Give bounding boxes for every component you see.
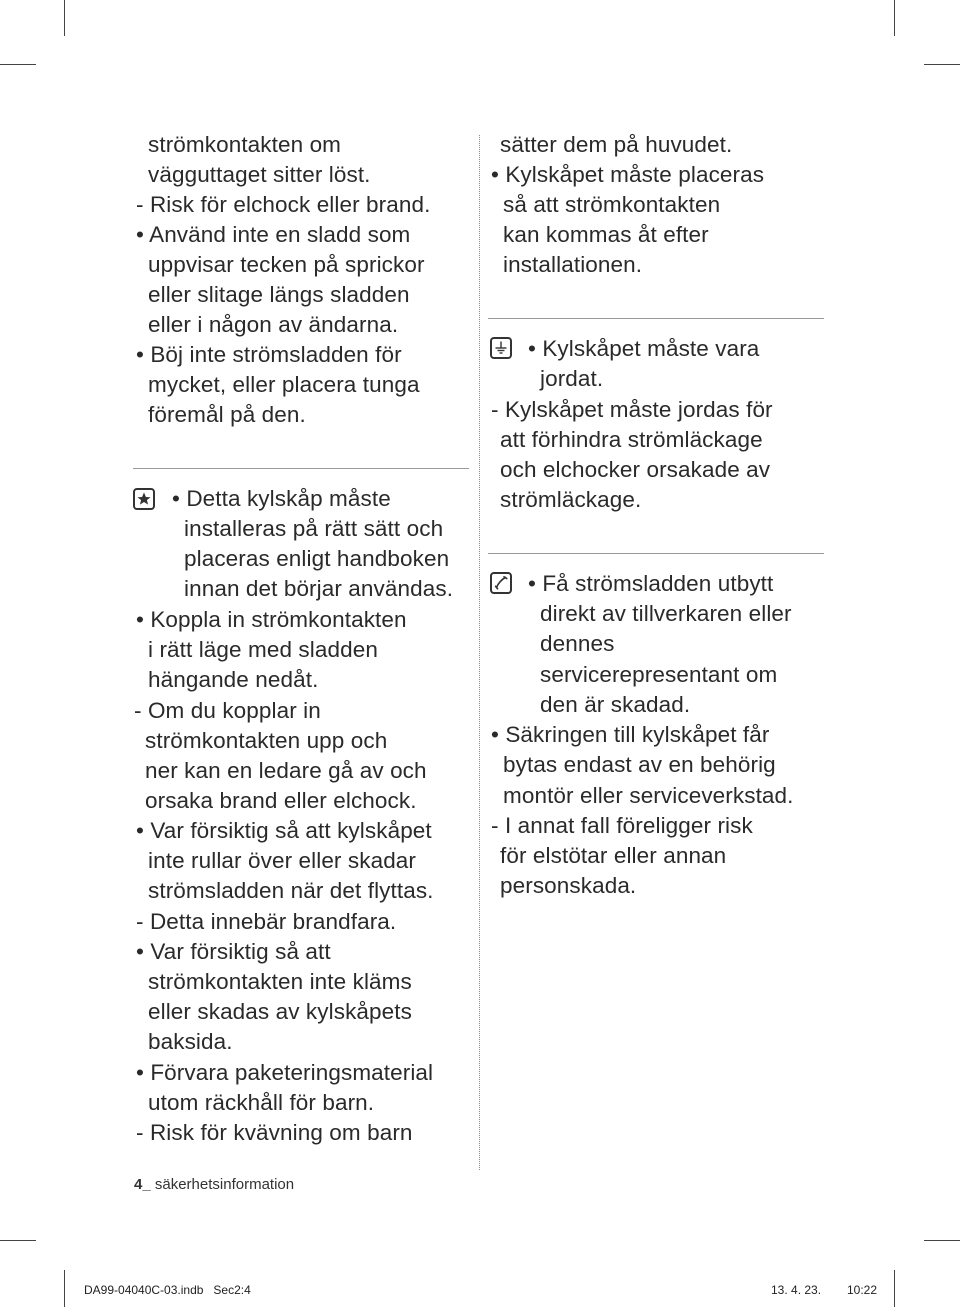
text-line: • Var försiktig så att kylskåpet (136, 818, 432, 843)
text-line: installeras på rätt sätt och (184, 516, 444, 541)
page-footer (134, 1176, 294, 1193)
text-line: strömkontakten om (148, 132, 342, 157)
crop-mark (924, 64, 960, 65)
slug-time: 10:22 (847, 1283, 878, 1297)
text-line: uppvisar tecken på sprickor (148, 252, 425, 277)
text-line: placeras enligt handboken (184, 546, 450, 571)
crop-mark (64, 1270, 65, 1307)
text-line: inte rullar över eller skadar (148, 848, 417, 873)
text-line: kan kommas åt efter (503, 222, 709, 247)
text-line: • Böj inte strömsladden för (136, 342, 402, 367)
text-line: • Kylskåpet måste vara (528, 336, 760, 361)
text-line: dennes (540, 631, 615, 656)
text-line: • Detta kylskåp måste (172, 486, 391, 511)
text-line: vägguttaget sitter löst. (148, 162, 371, 187)
text-line: strömläckage. (500, 487, 642, 512)
section-divider (488, 553, 824, 554)
text-line: att förhindra strömläckage (500, 427, 763, 452)
text-line: eller slitage längs sladden (148, 282, 410, 307)
text-line: eller i någon av ändarna. (148, 312, 399, 337)
text-line: och elchocker orsakade av (500, 457, 771, 482)
text-line: för elstötar eller annan (500, 843, 727, 868)
crop-mark (0, 1240, 36, 1241)
text-line: • Var försiktig så att (136, 939, 331, 964)
text-line: personskada. (500, 873, 637, 898)
section-name: säkerhetsinformation (154, 1176, 295, 1193)
text-line: jordat. (540, 366, 604, 391)
text-line: • Säkringen till kylskåpet får (491, 722, 770, 747)
text-line: • Kylskåpet måste placeras (491, 162, 765, 187)
crop-mark (894, 0, 895, 36)
slug-date: 13. 4. 23. (771, 1283, 822, 1297)
text-line: • Få strömsladden utbytt (528, 571, 774, 596)
text-line: • Använd inte en sladd som (136, 222, 411, 247)
text-line: - Risk för elchock eller brand. (136, 192, 431, 217)
text-line: direkt av tillverkaren eller (540, 601, 792, 626)
text-line: - Risk för kvävning om barn (136, 1120, 413, 1145)
section-divider (133, 468, 469, 469)
ground-icon (490, 337, 512, 359)
text-line: innan det börjar användas. (184, 576, 454, 601)
text-line: installationen. (503, 252, 643, 277)
text-line: föremål på den. (148, 402, 306, 427)
crop-mark (924, 1240, 960, 1241)
text-line: så att strömkontakten (503, 192, 721, 217)
text-line: orsaka brand eller elchock. (145, 788, 417, 813)
column-separator (479, 135, 480, 1170)
slug-file: DA99-04040C-03.indb Sec2:4 (84, 1283, 251, 1297)
text-line: utom räckhåll för barn. (148, 1090, 375, 1115)
text-line: - Om du kopplar in (134, 698, 321, 723)
text-line: hängande nedåt. (148, 667, 319, 692)
section-divider (488, 318, 824, 319)
text-line: strömkontakten inte kläms (148, 969, 412, 994)
page-number: 4_ (134, 1176, 151, 1193)
text-line: servicerepresentant om (540, 662, 778, 687)
text-line: eller skadas av kylskåpets (148, 999, 412, 1024)
crop-mark (894, 1270, 895, 1307)
text-line: - Detta innebär brandfara. (136, 909, 397, 934)
text-line: sätter dem på huvudet. (500, 132, 733, 157)
text-line: bytas endast av en behörig (503, 752, 776, 777)
text-line: strömsladden när det flyttas. (148, 878, 434, 903)
crop-mark (64, 0, 65, 36)
text-line: • Koppla in strömkontakten (136, 607, 407, 632)
text-line: strömkontakten upp och (145, 728, 388, 753)
text-line: ner kan en ledare gå av och (145, 758, 427, 783)
text-line: • Förvara paketeringsmaterial (136, 1060, 434, 1085)
text-line: montör eller serviceverkstad. (503, 783, 794, 808)
text-line: den är skadad. (540, 692, 691, 717)
crop-mark (0, 64, 36, 65)
text-line: mycket, eller placera tunga (148, 372, 420, 397)
phone-icon (490, 572, 512, 594)
text-line: i rätt läge med sladden (148, 637, 378, 662)
text-line: - I annat fall föreligger risk (491, 813, 753, 838)
text-line: - Kylskåpet måste jordas för (491, 397, 773, 422)
star-warning-icon (133, 488, 155, 510)
text-line: baksida. (148, 1029, 233, 1054)
